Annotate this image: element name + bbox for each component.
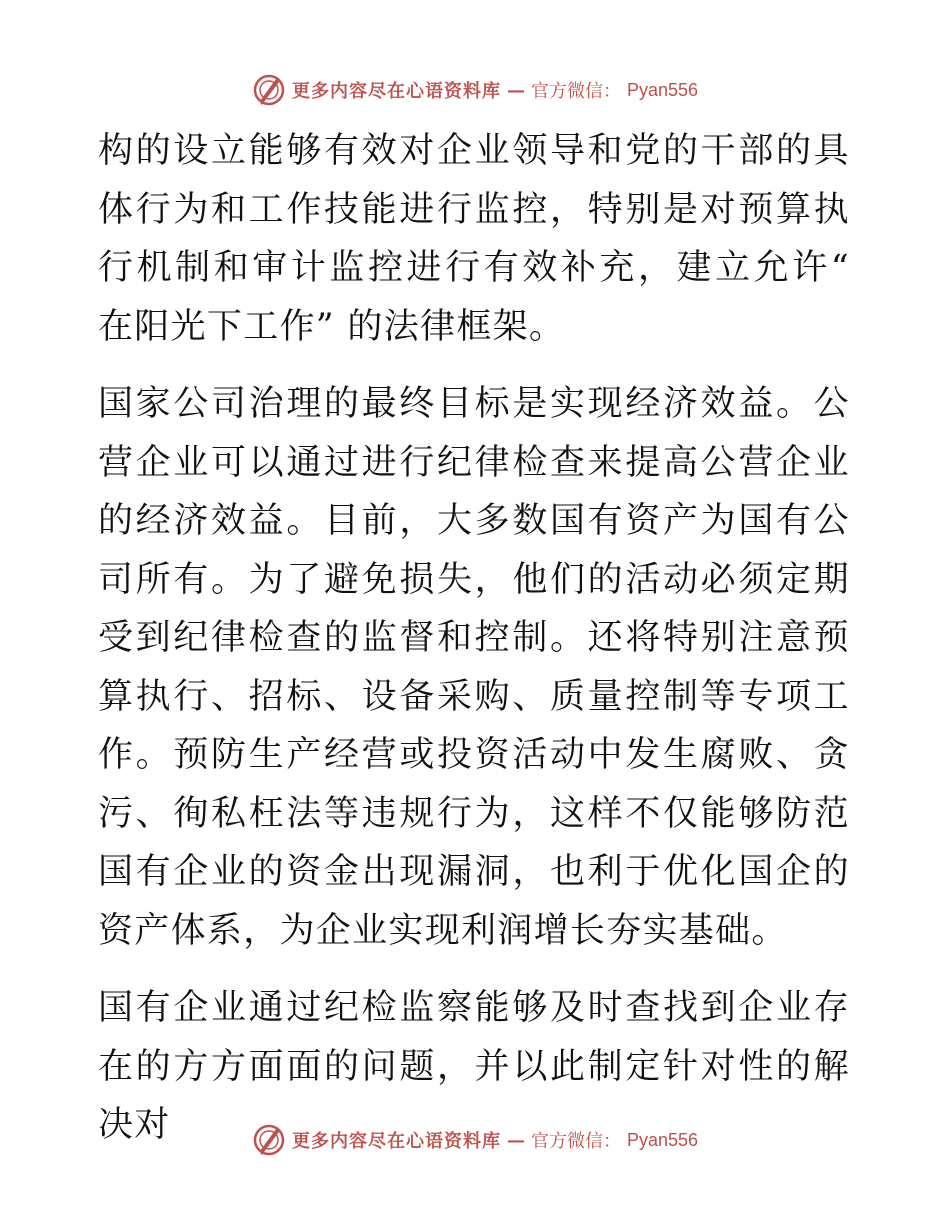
banner-wechat-label: 官方微信： bbox=[530, 81, 621, 102]
paragraph-3: 国有企业通过纪检监察能够及时查找到企业存在的方方面面的问题，并以此制定针对性的解决对 bbox=[98, 988, 850, 1145]
footer-banner bbox=[0, 1120, 950, 1160]
header-banner bbox=[0, 70, 950, 110]
banner-site-name: 更多内容尽在心语资料库 bbox=[291, 1131, 501, 1152]
banner-site-name: 更多内容尽在心语资料库 bbox=[291, 81, 501, 102]
paragraph-2: 国家公司治理的最终目标是实现经济效益。公营企业可以通过进行纪律检查来提高公营企业的经济效益。目前，大多数国有资产为国有公司所有。为了避免损失，他们的活动必须定期受到纪律检查的监督和控制。还将特别注意预算执行、招标、设备采购、质量控制等专项工作。预防生产经营或投资活动中发生腐败、贪污、徇私枉法等违规行为，这样不仅能够防范国有企业的资金出现漏洞，也利于优化国企的资产体系，为企业实现利润增长夯实基础。 bbox=[98, 384, 850, 951]
paragraph-1: 构的设立能够有效对企业领导和党的干部的具体行为和工作技能进行监控，特别是对预算执行机制和审计监控进行有效补充，建立允许“ 在阳光下工作” 的法律框架。 bbox=[98, 131, 850, 347]
banner-separator: — bbox=[506, 79, 525, 101]
banner-separator: — bbox=[506, 1129, 525, 1151]
document-body bbox=[98, 122, 850, 1155]
quill-pen-logo-icon bbox=[252, 1123, 286, 1157]
banner-wechat-id: Pyan556 bbox=[626, 79, 699, 100]
banner-wechat-id: Pyan556 bbox=[626, 1129, 699, 1150]
banner-wechat-label: 官方微信： bbox=[530, 1131, 621, 1152]
quill-pen-logo-icon bbox=[252, 73, 286, 107]
